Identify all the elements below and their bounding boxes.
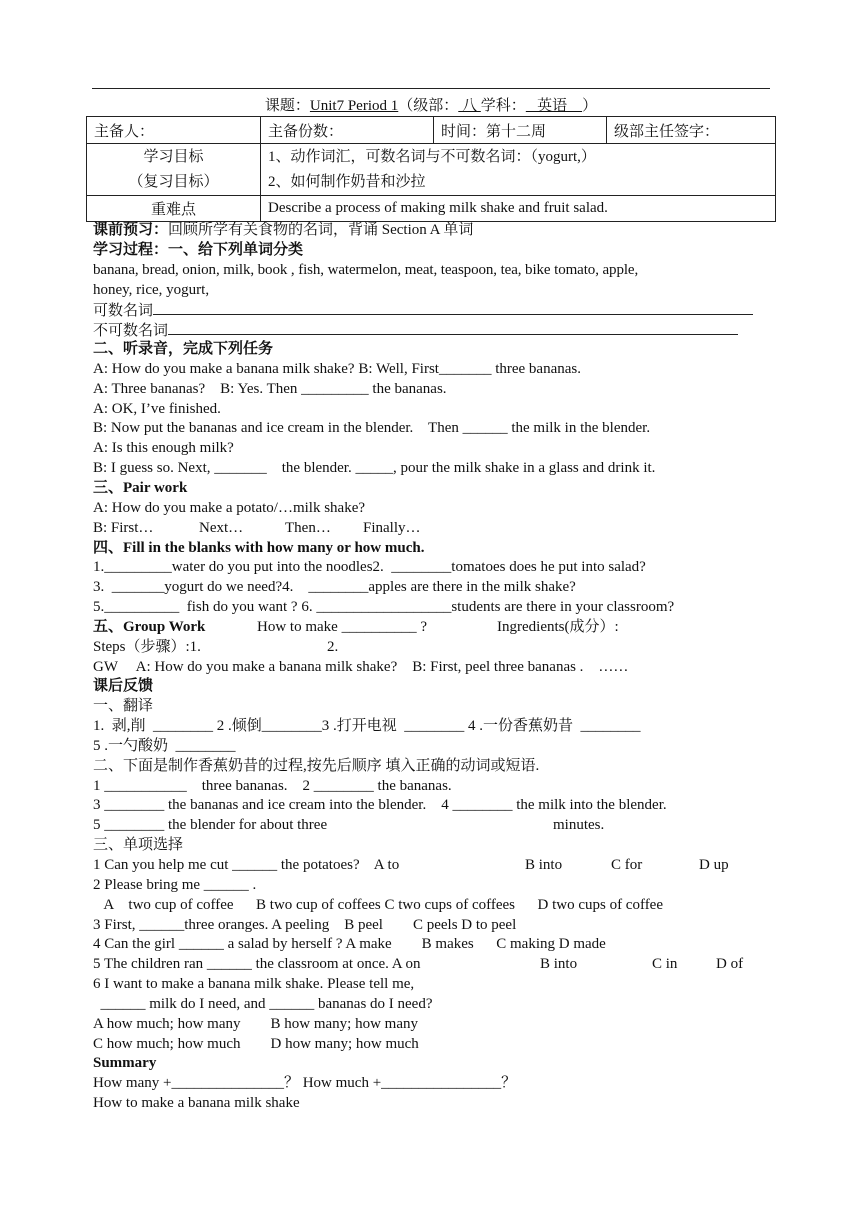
translate-line: 5 .一勺酸奶 ________ xyxy=(93,737,236,754)
word-list-2: honey, rice, yogurt, xyxy=(93,281,210,298)
key-cell: Describe a process of making milk shake and fruit salad. xyxy=(261,196,776,222)
choice-title: 三、单项选择 xyxy=(93,837,184,854)
top-rule xyxy=(92,88,770,89)
goal-cell xyxy=(261,144,776,196)
preview-label: 课前预习： xyxy=(93,222,169,238)
goal-label-1: 学习目标 xyxy=(143,148,204,165)
topic-unit: Unit7 Period 1 xyxy=(309,98,399,114)
goal-1: 1、动作词汇，可数名词与不可数名词：（yogurt,） xyxy=(268,148,596,165)
summary-line: How to make a banana milk shake xyxy=(93,1095,300,1112)
mcq-1-question: 1 Can you help me cut ______ the potatoes? A to xyxy=(93,857,400,873)
gw-line: GW A: How do you make a banana milk shake? B: First, peel three bananas . …… xyxy=(93,658,629,675)
order-line-5 xyxy=(93,816,773,836)
mcq-5-option-c: C in xyxy=(652,956,678,973)
translate-title: 一、翻译 xyxy=(93,698,154,715)
mcq-1 xyxy=(93,856,773,876)
section-4-title: 四、Fill in the blanks with how many or how much. xyxy=(93,539,425,556)
preview-line xyxy=(93,221,773,241)
preparer-cell: 主备人： xyxy=(87,117,261,144)
section-1-title: 学习过程：一、给下列单词分类 xyxy=(93,241,304,258)
fill-line: 1._________water do you put into the noodles2. ________tomatoes does he put into salad? xyxy=(93,559,646,576)
section-5-title: 五、Group Work xyxy=(93,618,206,635)
summary-title: Summary xyxy=(93,1055,157,1072)
pair-answer xyxy=(93,519,773,539)
mcq-5-question: 5 The children ran ______ the classroom at once. A on xyxy=(93,956,421,973)
mcq-6-options: A how much; how many B how many; how many xyxy=(93,1015,418,1032)
steps-1: Steps（步骤）:1. xyxy=(93,638,201,655)
mcq-5 xyxy=(93,955,773,975)
fill-line: 3. _______yogurt do we need?4. ________apples are there in the milk shake? xyxy=(93,579,576,596)
fill-line: 5.__________ fish do you want ? 6. __________________students are there in your classroom? xyxy=(93,599,675,616)
time-cell: 时间：第十二周 xyxy=(434,117,607,144)
ingredients: Ingredients(成分）: xyxy=(497,618,619,635)
goal-label-cell xyxy=(87,144,261,196)
pair-next: Next… xyxy=(199,519,244,536)
goal-label-2: （复习目标） xyxy=(128,173,219,190)
mcq-5-option-d: D of xyxy=(716,956,744,973)
mcq-1-option-b: B into xyxy=(525,857,563,873)
order-title: 二、下面是制作香蕉奶昔的过程,按先后顺序 填入正确的动词或短语. xyxy=(93,757,540,774)
steps-line xyxy=(93,638,773,658)
pair-finally: Finally… xyxy=(363,519,421,536)
pair-question: A: How do you make a potato/…milk shake? xyxy=(93,499,366,516)
topic-grade: 八 xyxy=(458,98,481,114)
translate-line: 1. 剥,削 ________ 2 .倾倒________3 .打开电视 ________ 4 .一份香蕉奶昔 ________ xyxy=(93,718,641,735)
header-table xyxy=(86,116,776,222)
sign-cell: 级部主任签字： xyxy=(607,117,776,144)
topic-mid2: 学科： xyxy=(480,98,526,114)
mcq-1-option-c: C for xyxy=(611,857,643,873)
uncountable-line xyxy=(93,320,773,340)
goal-2: 2、如何制作奶昔和沙拉 xyxy=(268,173,426,190)
countable-label: 可数名词 xyxy=(93,303,154,320)
topic-line xyxy=(92,94,770,115)
dialog-line: B: Now put the bananas and ice cream in the blender. Then ______ the milk in the blender. xyxy=(93,420,651,437)
after-class-title: 课后反馈 xyxy=(93,678,154,695)
pair-then: Then… xyxy=(285,519,331,536)
summary-line: How many +_______________？ How much +________________？ xyxy=(93,1075,517,1092)
dialog-line: B: I guess so. Next, _______ the blender. _____, pour the milk shake in a glass and drink it. xyxy=(93,460,656,477)
mcq-6-options: C how much; how much D how many; how much xyxy=(93,1035,419,1052)
mcq-2: 2 Please bring me ______ . xyxy=(93,876,257,893)
preview-text: 回顾所学有关食物的名词，背诵 Section A 单词 xyxy=(168,222,474,238)
dialog-line: A: How do you make a banana milk shake? B: Well, First_______ three bananas. xyxy=(93,360,581,377)
dialog-line: A: Three bananas? B: Yes. Then _________ the bananas. xyxy=(93,380,447,397)
section-3-title: 三、Pair work xyxy=(93,479,188,496)
section-5-line xyxy=(93,618,773,638)
order-5-text: 5 ________ the blender for about three xyxy=(93,817,328,834)
topic-mid1: （级部： xyxy=(398,98,459,114)
uncountable-label: 不可数名词 xyxy=(93,323,169,340)
order-5-minutes: minutes. xyxy=(553,817,605,834)
mcq-4: 4 Can the girl ______ a salad by herself ? A make B makes C making D made xyxy=(93,936,606,953)
topic-end: ） xyxy=(582,98,598,114)
steps-2: 2. xyxy=(327,638,339,655)
mcq-3: 3 First, ______three oranges. A peeling B peel C peels D to peel xyxy=(93,916,517,933)
copies-cell: 主备份数： xyxy=(261,117,434,144)
key-label-cell: 重难点 xyxy=(87,196,261,222)
topic-subject: 英语 xyxy=(525,98,583,114)
mcq-5-option-b: B into xyxy=(540,956,578,973)
dialog-line: A: OK, I’ve finished. xyxy=(93,400,221,417)
mcq-6-cont: ______ milk do I need, and ______ bananas do I need? xyxy=(93,995,433,1012)
mcq-2-options: A two cup of coffee B two cup of coffees C two cups of coffees D two cups of coffee xyxy=(93,896,663,913)
order-line: 3 ________ the bananas and ice cream into the blender. 4 ________ the milk into the blender. xyxy=(93,797,667,814)
section-2-title: 二、听录音，完成下列任务 xyxy=(93,341,274,358)
countable-line xyxy=(93,300,773,320)
topic-prefix: 课题： xyxy=(264,98,310,114)
mcq-1-option-d: D up xyxy=(699,857,729,873)
worksheet-body xyxy=(93,221,773,1114)
how-to-make: How to make __________ ? xyxy=(257,618,427,635)
uncountable-blank[interactable] xyxy=(168,320,738,335)
order-line: 1 ___________ three bananas. 2 ________ the bananas. xyxy=(93,777,452,794)
countable-blank[interactable] xyxy=(153,300,753,315)
mcq-6: 6 I want to make a banana milk shake. Please tell me, xyxy=(93,976,415,993)
word-list-1: banana, bread, onion, milk, book , fish, watermelon, meat, teaspoon, tea, bike tomato, apple, xyxy=(93,261,639,278)
pair-first: B: First… xyxy=(93,519,154,536)
dialog-line: A: Is this enough milk? xyxy=(93,440,234,457)
